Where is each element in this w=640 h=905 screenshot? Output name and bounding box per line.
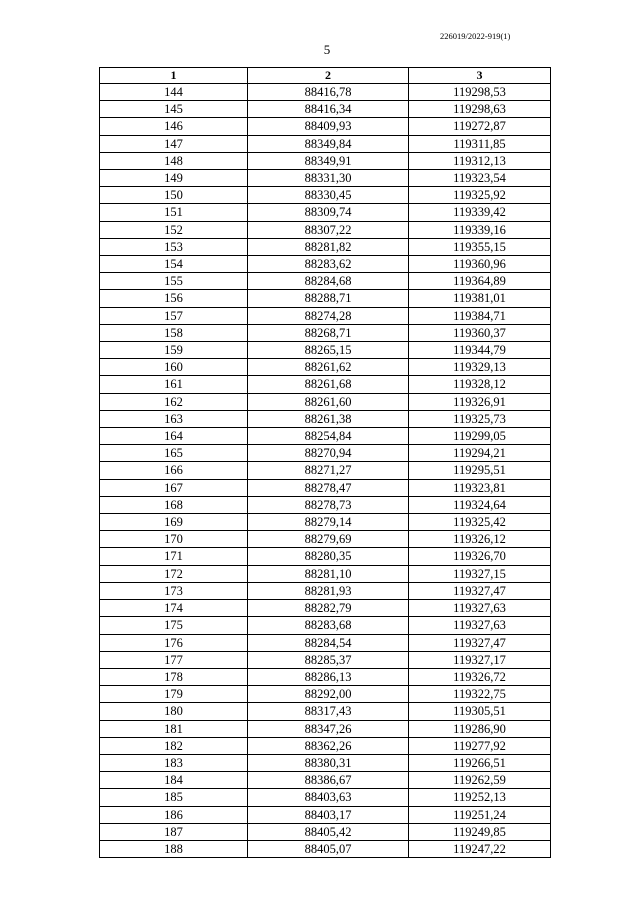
point-number-cell: 179 <box>100 686 248 703</box>
point-number-cell: 155 <box>100 273 248 290</box>
x-coordinate-cell: 88284,54 <box>248 634 409 651</box>
x-coordinate-cell: 88281,10 <box>248 565 409 582</box>
y-coordinate-cell: 119311,85 <box>409 135 551 152</box>
table-row <box>100 152 551 169</box>
y-coordinate-cell: 119266,51 <box>409 754 551 771</box>
point-number-cell: 188 <box>100 840 248 857</box>
y-coordinate-cell: 119327,47 <box>409 582 551 599</box>
table-row <box>100 101 551 118</box>
point-number-cell: 176 <box>100 634 248 651</box>
y-coordinate-cell: 119326,12 <box>409 531 551 548</box>
point-number-cell: 171 <box>100 548 248 565</box>
y-coordinate-cell: 119325,92 <box>409 187 551 204</box>
x-coordinate-cell: 88278,73 <box>248 496 409 513</box>
y-coordinate-cell: 119327,15 <box>409 565 551 582</box>
table-row <box>100 617 551 634</box>
table-row <box>100 428 551 445</box>
x-coordinate-cell: 88279,69 <box>248 531 409 548</box>
point-number-cell: 165 <box>100 445 248 462</box>
table-row <box>100 204 551 221</box>
y-coordinate-cell: 119277,92 <box>409 737 551 754</box>
coordinates-table <box>99 67 551 858</box>
table-row <box>100 600 551 617</box>
y-coordinate-cell: 119384,71 <box>409 307 551 324</box>
table-row <box>100 651 551 668</box>
table-row <box>100 823 551 840</box>
table-row <box>100 342 551 359</box>
table-row <box>100 754 551 771</box>
y-coordinate-cell: 119305,51 <box>409 703 551 720</box>
y-coordinate-cell: 119294,21 <box>409 445 551 462</box>
x-coordinate-cell: 88288,71 <box>248 290 409 307</box>
table-row <box>100 514 551 531</box>
table-row <box>100 582 551 599</box>
x-coordinate-cell: 88405,07 <box>248 840 409 857</box>
x-coordinate-cell: 88282,79 <box>248 600 409 617</box>
point-number-cell: 187 <box>100 823 248 840</box>
x-coordinate-cell: 88261,62 <box>248 359 409 376</box>
y-coordinate-cell: 119295,51 <box>409 462 551 479</box>
point-number-cell: 184 <box>100 772 248 789</box>
point-number-cell: 151 <box>100 204 248 221</box>
point-number-cell: 149 <box>100 170 248 187</box>
table-row <box>100 118 551 135</box>
point-number-cell: 178 <box>100 668 248 685</box>
point-number-cell: 163 <box>100 410 248 427</box>
table-row <box>100 531 551 548</box>
y-coordinate-cell: 119252,13 <box>409 789 551 806</box>
y-coordinate-cell: 119323,81 <box>409 479 551 496</box>
y-coordinate-cell: 119272,87 <box>409 118 551 135</box>
table-row <box>100 789 551 806</box>
y-coordinate-cell: 119286,90 <box>409 720 551 737</box>
point-number-cell: 158 <box>100 324 248 341</box>
x-coordinate-cell: 88261,68 <box>248 376 409 393</box>
point-number-cell: 157 <box>100 307 248 324</box>
table-row <box>100 290 551 307</box>
point-number-cell: 147 <box>100 135 248 152</box>
table-row <box>100 238 551 255</box>
table-row <box>100 703 551 720</box>
table-row <box>100 393 551 410</box>
point-number-cell: 183 <box>100 754 248 771</box>
point-number-cell: 181 <box>100 720 248 737</box>
y-coordinate-cell: 119325,73 <box>409 410 551 427</box>
point-number-cell: 182 <box>100 737 248 754</box>
table-row <box>100 84 551 101</box>
y-coordinate-cell: 119251,24 <box>409 806 551 823</box>
y-coordinate-cell: 119364,89 <box>409 273 551 290</box>
point-number-cell: 150 <box>100 187 248 204</box>
x-coordinate-cell: 88278,47 <box>248 479 409 496</box>
table-row <box>100 668 551 685</box>
y-coordinate-cell: 119322,75 <box>409 686 551 703</box>
table-row <box>100 273 551 290</box>
point-number-cell: 162 <box>100 393 248 410</box>
point-number-cell: 164 <box>100 428 248 445</box>
x-coordinate-cell: 88261,60 <box>248 393 409 410</box>
point-number-cell: 166 <box>100 462 248 479</box>
x-coordinate-cell: 88285,37 <box>248 651 409 668</box>
table-row <box>100 634 551 651</box>
x-coordinate-cell: 88265,15 <box>248 342 409 359</box>
table-row <box>100 135 551 152</box>
x-coordinate-cell: 88386,67 <box>248 772 409 789</box>
column-header-1: 1 <box>100 68 248 84</box>
x-coordinate-cell: 88331,30 <box>248 170 409 187</box>
x-coordinate-cell: 88416,34 <box>248 101 409 118</box>
y-coordinate-cell: 119327,63 <box>409 617 551 634</box>
y-coordinate-cell: 119262,59 <box>409 772 551 789</box>
y-coordinate-cell: 119328,12 <box>409 376 551 393</box>
x-coordinate-cell: 88349,91 <box>248 152 409 169</box>
x-coordinate-cell: 88281,82 <box>248 238 409 255</box>
point-number-cell: 168 <box>100 496 248 513</box>
y-coordinate-cell: 119298,53 <box>409 84 551 101</box>
table-row <box>100 221 551 238</box>
x-coordinate-cell: 88317,43 <box>248 703 409 720</box>
point-number-cell: 170 <box>100 531 248 548</box>
table-row <box>100 720 551 737</box>
point-number-cell: 144 <box>100 84 248 101</box>
y-coordinate-cell: 119339,16 <box>409 221 551 238</box>
x-coordinate-cell: 88403,63 <box>248 789 409 806</box>
point-number-cell: 169 <box>100 514 248 531</box>
y-coordinate-cell: 119327,17 <box>409 651 551 668</box>
x-coordinate-cell: 88409,93 <box>248 118 409 135</box>
x-coordinate-cell: 88416,78 <box>248 84 409 101</box>
x-coordinate-cell: 88268,71 <box>248 324 409 341</box>
x-coordinate-cell: 88279,14 <box>248 514 409 531</box>
point-number-cell: 177 <box>100 651 248 668</box>
point-number-cell: 154 <box>100 256 248 273</box>
x-coordinate-cell: 88349,84 <box>248 135 409 152</box>
x-coordinate-cell: 88403,17 <box>248 806 409 823</box>
y-coordinate-cell: 119327,47 <box>409 634 551 651</box>
y-coordinate-cell: 119326,70 <box>409 548 551 565</box>
point-number-cell: 175 <box>100 617 248 634</box>
x-coordinate-cell: 88309,74 <box>248 204 409 221</box>
table-row <box>100 410 551 427</box>
y-coordinate-cell: 119298,63 <box>409 101 551 118</box>
document-number: 226019/2022-919(1) <box>440 31 511 41</box>
point-number-cell: 186 <box>100 806 248 823</box>
table-row <box>100 307 551 324</box>
x-coordinate-cell: 88274,28 <box>248 307 409 324</box>
y-coordinate-cell: 119329,13 <box>409 359 551 376</box>
y-coordinate-cell: 119299,05 <box>409 428 551 445</box>
table-row <box>100 840 551 857</box>
x-coordinate-cell: 88362,26 <box>248 737 409 754</box>
x-coordinate-cell: 88286,13 <box>248 668 409 685</box>
table-row <box>100 737 551 754</box>
point-number-cell: 180 <box>100 703 248 720</box>
point-number-cell: 152 <box>100 221 248 238</box>
y-coordinate-cell: 119249,85 <box>409 823 551 840</box>
table-header-row <box>100 68 551 84</box>
x-coordinate-cell: 88347,26 <box>248 720 409 737</box>
x-coordinate-cell: 88271,27 <box>248 462 409 479</box>
x-coordinate-cell: 88405,42 <box>248 823 409 840</box>
x-coordinate-cell: 88261,38 <box>248 410 409 427</box>
table-row <box>100 376 551 393</box>
table-row <box>100 686 551 703</box>
table-row <box>100 256 551 273</box>
y-coordinate-cell: 119247,22 <box>409 840 551 857</box>
x-coordinate-cell: 88270,94 <box>248 445 409 462</box>
x-coordinate-cell: 88283,62 <box>248 256 409 273</box>
table-row <box>100 479 551 496</box>
table-body <box>100 84 551 858</box>
table-row <box>100 359 551 376</box>
y-coordinate-cell: 119339,42 <box>409 204 551 221</box>
y-coordinate-cell: 119325,42 <box>409 514 551 531</box>
x-coordinate-cell: 88380,31 <box>248 754 409 771</box>
point-number-cell: 159 <box>100 342 248 359</box>
point-number-cell: 146 <box>100 118 248 135</box>
table-row <box>100 496 551 513</box>
column-header-3: 3 <box>409 68 551 84</box>
point-number-cell: 167 <box>100 479 248 496</box>
point-number-cell: 160 <box>100 359 248 376</box>
table-row <box>100 565 551 582</box>
x-coordinate-cell: 88330,45 <box>248 187 409 204</box>
point-number-cell: 173 <box>100 582 248 599</box>
x-coordinate-cell: 88281,93 <box>248 582 409 599</box>
x-coordinate-cell: 88284,68 <box>248 273 409 290</box>
page-number: 5 <box>323 42 331 57</box>
x-coordinate-cell: 88292,00 <box>248 686 409 703</box>
point-number-cell: 174 <box>100 600 248 617</box>
y-coordinate-cell: 119323,54 <box>409 170 551 187</box>
y-coordinate-cell: 119326,72 <box>409 668 551 685</box>
point-number-cell: 172 <box>100 565 248 582</box>
table-row <box>100 187 551 204</box>
y-coordinate-cell: 119381,01 <box>409 290 551 307</box>
x-coordinate-cell: 88307,22 <box>248 221 409 238</box>
table-row <box>100 445 551 462</box>
y-coordinate-cell: 119327,63 <box>409 600 551 617</box>
y-coordinate-cell: 119324,64 <box>409 496 551 513</box>
y-coordinate-cell: 119344,79 <box>409 342 551 359</box>
point-number-cell: 153 <box>100 238 248 255</box>
table-row <box>100 548 551 565</box>
y-coordinate-cell: 119355,15 <box>409 238 551 255</box>
x-coordinate-cell: 88280,35 <box>248 548 409 565</box>
table-row <box>100 806 551 823</box>
table-row <box>100 170 551 187</box>
x-coordinate-cell: 88283,68 <box>248 617 409 634</box>
table-row <box>100 324 551 341</box>
point-number-cell: 161 <box>100 376 248 393</box>
table-row <box>100 772 551 789</box>
point-number-cell: 185 <box>100 789 248 806</box>
point-number-cell: 145 <box>100 101 248 118</box>
x-coordinate-cell: 88254,84 <box>248 428 409 445</box>
table-row <box>100 462 551 479</box>
point-number-cell: 148 <box>100 152 248 169</box>
point-number-cell: 156 <box>100 290 248 307</box>
y-coordinate-cell: 119312,13 <box>409 152 551 169</box>
column-header-2: 2 <box>248 68 409 84</box>
y-coordinate-cell: 119360,37 <box>409 324 551 341</box>
y-coordinate-cell: 119326,91 <box>409 393 551 410</box>
y-coordinate-cell: 119360,96 <box>409 256 551 273</box>
